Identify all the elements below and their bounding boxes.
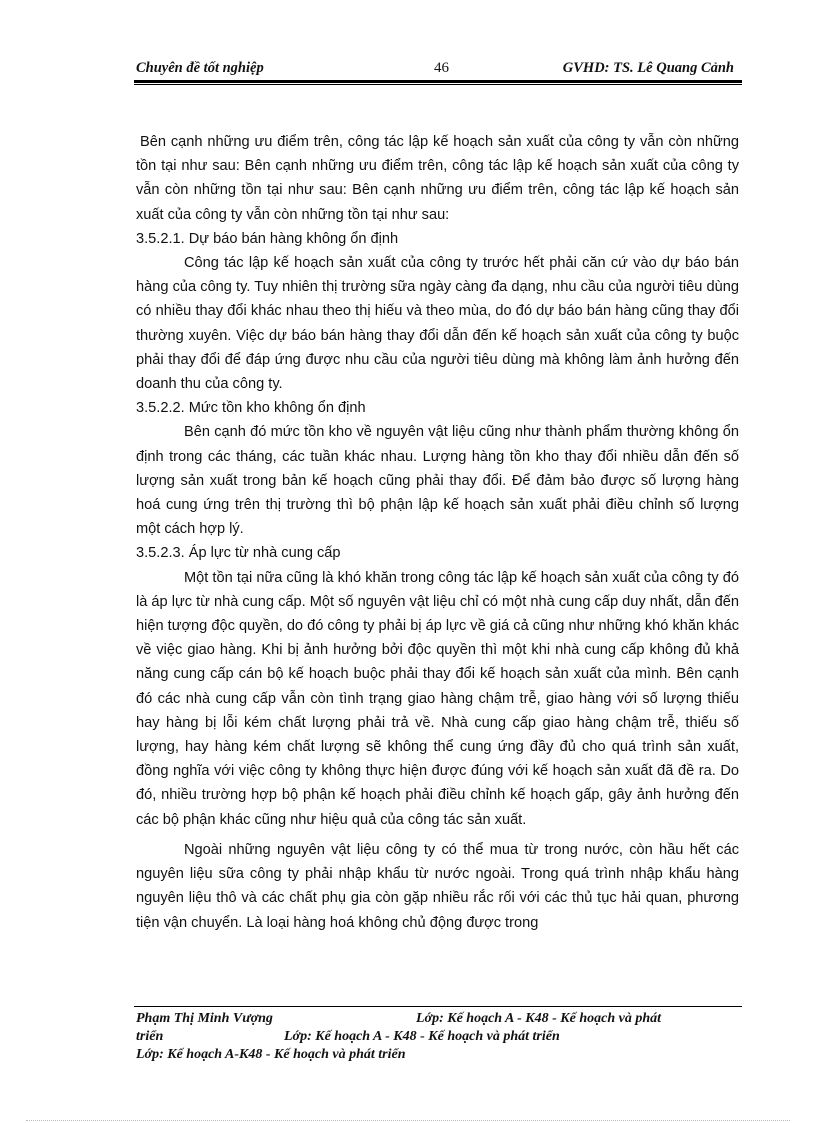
footer-class: Lớp: Kế hoạch A - K48 - Kế hoạch và phát [416, 1011, 661, 1026]
footer-author: Phạm Thị Minh Vượng [136, 1011, 273, 1026]
page-body [136, 130, 739, 935]
header-divider-thin [134, 84, 742, 85]
footer-class: Lớp: Kế hoạch A - K48 - Kế hoạch và phát triển [284, 1029, 560, 1044]
section-heading: 3.5.2.2. Mức tồn kho không ổn định [136, 400, 366, 417]
body-paragraph: Công tác lập kế hoạch sản xuất của công ty trước hết phải căn cứ vào dự báo bán hàng của công ty. Tuy nhiên thị trường sữa ngày càng đa dạng, nhu cầu của người tiêu dùng có nhiều thay đổi khác nhau theo thị hiếu và theo mùa, do đó dự báo bán hàng cũng thay đổi thường xuyên. Việc dự báo bán hàng thay đổi dẫn đến kế hoạch sản xuất của công ty buộc phải thay đổi để đáp ứng được nhu cầu của người tiêu dùng mà không làm ảnh hưởng đến doanh thu của công ty. [136, 255, 739, 393]
page-header [134, 58, 742, 80]
page-number: 46 [434, 60, 449, 76]
supervisor: GVHD: TS. Lê Quang Cảnh [562, 60, 734, 76]
header-divider-thick [134, 80, 742, 83]
section-heading: 3.5.2.3. Áp lực từ nhà cung cấp [136, 545, 341, 562]
footer-divider [134, 1006, 742, 1007]
page-footer [134, 1010, 742, 1064]
footer-class: Lớp: Kế hoạch A-K48 - Kế hoạch và phát triển [136, 1047, 406, 1062]
intro-paragraph: Bên cạnh những ưu điểm trên, công tác lập kế hoạch sản xuất của công ty vẫn còn những tồn tại như sau: Bên cạnh những ưu điểm trên, công tác lập kế hoạch sản xuất của công ty vẫn còn những tồn tại như sau: Bên cạnh những ưu điểm trên, công tác lập kế hoạch sản xuất của công ty vẫn còn những tồn tại như sau: [136, 134, 739, 223]
footer-class-wrap: triển [136, 1029, 164, 1044]
body-paragraph: Một tồn tại nữa cũng là khó khăn trong công tác lập kế hoạch sản xuất của công ty đó là áp lực từ nhà cung cấp. Một số nguyên vật liệu chỉ có một nhà cung cấp duy nhất, dẫn đến hiện tượng độc quyền, do đó công ty phải bị áp lực về giá cả cũng như những khó khăn khác về việc giao hàng. Khi bị ảnh hưởng bởi độc quyền thì một khi nhà cung cấp không đủ khả năng cung cấp cán bộ kế hoạch buộc phải thay đổi kế hoạch sản xuất của mình. Bên cạnh đó các nhà cung cấp vẫn còn tình trạng giao hàng chậm trễ, giao hàng với số lượng thiếu hay hàng bị lỗi kém chất lượng phải trả về. Nhà cung cấp giao hàng chậm trễ, thiếu số lượng, hay hàng kém chất lượng sẽ không thể cung ứng đầy đủ cho quá trình sản xuất, đồng nghĩa với việc công ty không thực hiện được đúng với kế hoạch sản xuất đã đề ra. Do đó, nhiều trường hợp bộ phận kế hoạch phải điều chỉnh kế hoạch gấp, gây ảnh hưởng đến các bộ phận khác cũng như hiệu quả của công tác sản xuất. [136, 569, 739, 828]
section-heading: 3.5.2.1. Dự báo bán hàng không ổn định [136, 230, 399, 247]
body-paragraph: Ngoài những nguyên vật liệu công ty có thể mua từ trong nước, còn hầu hết các nguyên liệu sữa công ty phải nhập khẩu từ nước ngoài. Trong quá trình nhập khẩu hàng nguyên liệu thô và các chất phụ gia còn gặp nhiều rắc rối với các thủ tục hải quan, phương tiện vận chuyển. Là loại hàng hoá không chủ động được trong [136, 841, 739, 931]
body-paragraph: Bên cạnh đó mức tồn kho về nguyên vật liệu cũng như thành phẩm thường không ổn định trong các tháng, các tuần khác nhau. Lượng hàng tồn kho thay đổi nhiều dẫn đến số lượng sản xuất trong bản kế hoạch cũng phải thay đổi. Để đảm bảo được số lượng hàng hoá cung ứng trên thị trường thì bộ phận lập kế hoạch sản xuất phải điều chỉnh số lượng một cách hợp lý. [136, 424, 739, 538]
document-title: Chuyên đề tốt nghiệp [136, 60, 264, 76]
page-bottom-edge [26, 1120, 790, 1121]
